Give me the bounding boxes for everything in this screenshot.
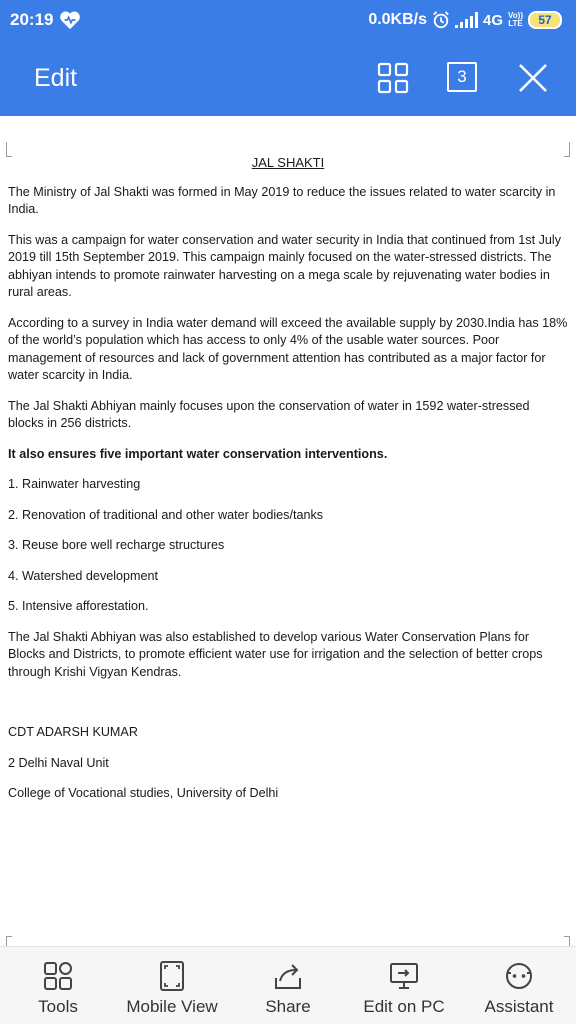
assistant-label: Assistant — [484, 997, 554, 1016]
volte-top: Vo)) — [508, 11, 523, 20]
volte-indicator — [508, 12, 523, 28]
bottom-nav — [0, 946, 576, 1024]
author-name: CDT ADARSH KUMAR — [8, 725, 138, 739]
margin-marker-bottom-left — [6, 936, 12, 946]
mobile-view-icon — [157, 961, 187, 991]
tools-icon — [43, 961, 73, 991]
signal-strength-icon — [455, 12, 478, 28]
alarm-icon — [432, 11, 450, 29]
page-count-icon — [447, 62, 477, 92]
volte-bottom: LTE — [508, 19, 523, 28]
document-title: JAL SHAKTI — [251, 155, 325, 170]
tools-label: Tools — [38, 997, 78, 1016]
document-content — [8, 154, 568, 816]
edit-on-pc-button[interactable] — [358, 947, 450, 1024]
interventions-heading: It also ensures five important water conservation interventions. — [8, 446, 388, 461]
list-item: 5. Intensive afforestation. — [8, 599, 149, 613]
share-button[interactable] — [256, 947, 320, 1024]
list-item: 4. Watershed development — [8, 568, 159, 583]
paragraph: The Ministry of Jal Shakti was formed in May 2019 to reduce the issues related to water scarcity in India. — [8, 184, 556, 216]
paragraph: The Jal Shakti Abhiyan mainly focuses upon the conservation of water in 1592 water-stressed blocks in 256 districts. — [8, 398, 530, 430]
list-item: 3. Reuse bore well recharge structures — [8, 538, 225, 552]
close-icon — [517, 62, 549, 94]
heart-icon — [59, 10, 81, 30]
closing-paragraph: The Jal Shakti Abhiyan was also established to develop various Water Conservation Plans for Blocks and Districts, to promote efficient water use for irrigation and the selection of better crops through Krishi Vigyan Kendras. — [8, 629, 543, 679]
document-page[interactable] — [0, 116, 576, 946]
assistant-button[interactable] — [478, 947, 560, 1024]
page-count: 3 — [457, 67, 467, 86]
list-item: 1. Rainwater harvesting — [8, 477, 141, 491]
share-label: Share — [265, 997, 311, 1016]
grid-view-button[interactable] — [377, 62, 409, 94]
status-time: 20:19 — [10, 10, 54, 29]
toolbar-title: Edit — [34, 64, 78, 92]
mobile-view-button[interactable] — [120, 947, 224, 1024]
assistant-icon — [504, 961, 534, 991]
paragraph: This was a campaign for water conservation and water security in India that continued from 1st July 2019 till 15th September 2019. This campaign mainly focused on the water-stressed districts. The abhiyan intends to promote rainwater harvesting on a mega scale by rejuvenating water bodies in rural areas. — [8, 232, 561, 299]
network-speed: 0.0KB/s — [368, 11, 428, 28]
status-bar-right — [368, 11, 562, 29]
status-bar-left — [10, 10, 81, 30]
page-count-button[interactable] — [447, 62, 479, 94]
battery-level: 57 — [538, 13, 552, 27]
mobile-view-label: Mobile View — [126, 997, 218, 1016]
paragraph: According to a survey in India water demand will exceed the available supply by 2030.India has 18% of the world’s population which has access to only 4% of the usable water sources. Poor management of resources and lack of government attention has contributed as a major factor for water scarcity in India. — [8, 315, 568, 382]
edit-on-pc-label: Edit on PC — [363, 997, 445, 1016]
tools-button[interactable] — [30, 947, 86, 1024]
author-unit: 2 Delhi Naval Unit — [8, 755, 109, 770]
battery-icon — [528, 11, 562, 29]
list-item: 2. Renovation of traditional and other water bodies/tanks — [8, 507, 324, 522]
share-icon — [273, 961, 303, 991]
status-bar — [0, 0, 576, 40]
margin-marker-bottom-right — [564, 936, 570, 946]
grid-icon — [377, 62, 409, 94]
app-toolbar — [0, 40, 576, 116]
monitor-icon — [389, 961, 419, 991]
author-college: College of Vocational studies, University of Delhi — [8, 786, 279, 800]
network-type: 4G — [483, 11, 504, 29]
close-button[interactable] — [517, 62, 549, 94]
spacer — [8, 694, 568, 724]
